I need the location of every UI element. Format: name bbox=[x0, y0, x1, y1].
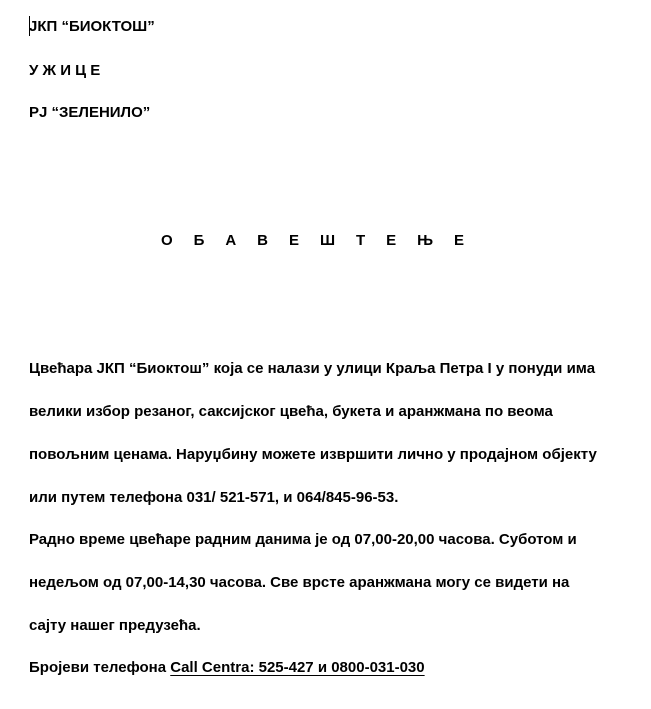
body-line-4: или путем телефона 031/ 521-571, и 064/845-96-53. bbox=[29, 489, 399, 506]
phones-link[interactable]: Call Centra: 525-427 и 0800-031-030 bbox=[170, 659, 425, 676]
body-line-6: недељом од 07,00-14,30 часова. Све врсте аранжмана могу се видети на bbox=[29, 574, 570, 591]
phones-line bbox=[29, 659, 425, 677]
body-line-2: велики избор резаног, саксијског цвећа, букета и аранжмана по веома bbox=[29, 403, 553, 420]
document-title: О Б А В Е Ш Т Е Њ Е bbox=[161, 232, 473, 249]
body-line-3: повољним ценама. Наруџбину можете извршити лично у продајном објекту bbox=[29, 446, 597, 463]
unit-name: РЈ “ЗЕЛЕНИЛО” bbox=[29, 104, 151, 121]
org-name: ЈКП “БИОКТОШ” bbox=[29, 18, 155, 35]
body-line-5: Радно време цвећаре радним данима је од 07,00-20,00 часова. Суботом и bbox=[29, 531, 577, 548]
phones-label: Бројеви телефона bbox=[29, 659, 171, 676]
body-line-7: сајту нашег предузећа. bbox=[29, 617, 201, 634]
body-line-1: Цвећара ЈКП “Биоктош” која се налази у улици Краља Петра I у понуди има bbox=[29, 360, 596, 377]
city-name: У Ж И Ц Е bbox=[29, 62, 101, 79]
